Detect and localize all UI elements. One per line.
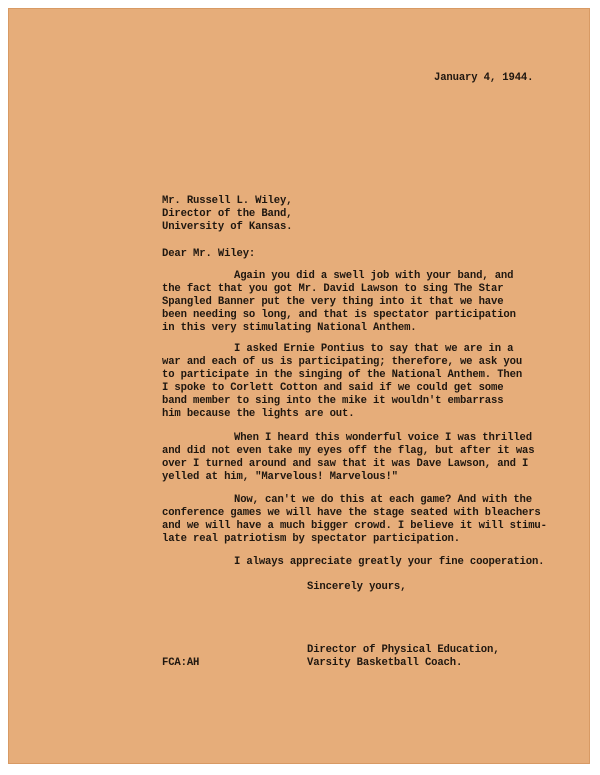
- body-line: I spoke to Corlett Cotton and said if we could get some: [162, 382, 504, 394]
- salutation: Dear Mr. Wiley:: [162, 248, 256, 260]
- body-line: Again you did a swell job with your band, and: [234, 270, 514, 282]
- body-line: him because the lights are out.: [162, 408, 355, 420]
- recipient-line: University of Kansas.: [162, 221, 293, 233]
- body-line: over I turned around and saw that it was Dave Lawson, and I: [162, 458, 529, 470]
- reference-initials: FCA:AH: [162, 657, 200, 669]
- signature-title-line: Director of Physical Education,: [307, 644, 500, 656]
- body-line: I asked Ernie Pontius to say that we are in a: [234, 343, 514, 355]
- body-line: When I heard this wonderful voice I was thrilled: [234, 432, 532, 444]
- body-line: and did not even take my eyes off the flag, but after it was: [162, 445, 535, 457]
- body-line: Spangled Banner put the very thing into it that we have: [162, 296, 504, 308]
- body-line: band member to sing into the mike it wouldn't embarrass: [162, 395, 504, 407]
- body-line: conference games we will have the stage seated with bleachers: [162, 507, 541, 519]
- body-line: yelled at him, "Marvelous! Marvelous!": [162, 471, 398, 483]
- body-line: I always appreciate greatly your fine cooperation.: [234, 556, 545, 568]
- body-line: to participate in the singing of the National Anthem. Then: [162, 369, 523, 381]
- body-line: the fact that you got Mr. David Lawson to sing The Star: [162, 283, 504, 295]
- body-line: been needing so long, and that is spectator participation: [162, 309, 516, 321]
- closing: Sincerely yours,: [307, 581, 407, 593]
- signature-title-line: Varsity Basketball Coach.: [307, 657, 463, 669]
- body-line: in this very stimulating National Anthem.: [162, 322, 417, 334]
- recipient-line: Mr. Russell L. Wiley,: [162, 195, 293, 207]
- body-line: late real patriotism by spectator participation.: [162, 533, 460, 545]
- letter-page: [8, 8, 590, 764]
- recipient-line: Director of the Band,: [162, 208, 293, 220]
- body-line: war and each of us is participating; therefore, we ask you: [162, 356, 523, 368]
- body-line: and we will have a much bigger crowd. I believe it will stimu-: [162, 520, 547, 532]
- body-line: Now, can't we do this at each game? And with the: [234, 494, 532, 506]
- letter-date: January 4, 1944.: [434, 72, 534, 84]
